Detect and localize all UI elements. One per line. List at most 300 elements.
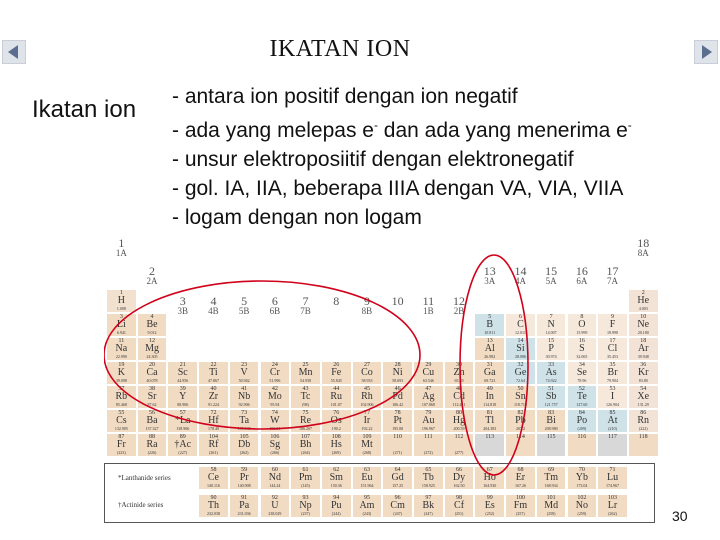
atomic-number: 91 (241, 495, 248, 501)
element-symbol: U (271, 500, 279, 511)
atomic-mass: (272) (424, 450, 433, 455)
atomic-number: 15 (548, 338, 555, 344)
atomic-mass: 91.224 (207, 402, 219, 407)
group-roman: 7A (607, 276, 619, 286)
atomic-mass: 121.757 (544, 402, 558, 407)
atomic-mass: 208.980 (544, 426, 558, 431)
atomic-mass: 22.990 (115, 354, 127, 359)
atomic-number: 86 (640, 410, 647, 416)
atomic-number: 68 (517, 467, 524, 473)
page-number: 30 (672, 508, 688, 524)
group-roman: 4A (514, 276, 526, 286)
atomic-number: 74 (271, 410, 278, 416)
group-roman: 1B (423, 306, 434, 316)
atomic-number: 40 (210, 386, 217, 392)
element-symbol: Co (361, 367, 373, 378)
element-symbol: Sg (269, 439, 281, 450)
element-symbol: I (610, 391, 615, 402)
atomic-number: 51 (548, 386, 555, 392)
atomic-mass: (251) (454, 511, 464, 516)
atomic-mass: 14.007 (545, 330, 557, 335)
atomic-number: 43 (302, 386, 309, 392)
atomic-number: 88 (149, 434, 156, 440)
topic-label: Ikatan ion (32, 96, 137, 123)
atomic-number: 72 (210, 410, 217, 416)
group-roman: 3B (177, 306, 188, 316)
element-symbol: Fr (116, 439, 126, 450)
atomic-mass: 65.39 (454, 378, 464, 383)
atomic-number: 24 (271, 362, 278, 368)
atomic-mass: (237) (301, 511, 310, 516)
bullet-item: - unsur elektroposiitif dengan elektronegatif (172, 148, 574, 171)
atomic-mass: 164.930 (483, 483, 497, 488)
atomic-number: 4 (150, 314, 154, 320)
atomic-mass: (261) (209, 450, 218, 455)
atomic-number: 69 (548, 467, 555, 473)
group-number: 15 (545, 264, 558, 278)
atomic-mass: 137.327 (145, 426, 159, 431)
atomic-number: 33 (548, 362, 555, 368)
atomic-mass: 144.24 (269, 483, 281, 488)
element-symbol: Rn (637, 415, 650, 426)
atomic-mass: 114.818 (483, 402, 497, 407)
element-symbol: Sn (515, 391, 526, 402)
atomic-number: 52 (578, 386, 585, 392)
element-symbol: Au (422, 415, 435, 426)
atomic-mass: 1.008 (116, 306, 126, 311)
atomic-mass: 39.098 (115, 378, 127, 383)
atomic-number: 47 (425, 386, 432, 392)
next-slide-button[interactable] (694, 40, 718, 64)
atomic-number: 85 (609, 410, 616, 416)
bullet-item: - antara ion positif dengan ion negatif (172, 85, 518, 108)
atomic-mass: 9.012 (147, 330, 157, 335)
atomic-mass: 78.96 (577, 378, 587, 383)
atomic-mass: 95.94 (270, 402, 280, 407)
element-symbol: Mg (145, 343, 159, 354)
group-number: 10 (391, 294, 404, 308)
group-number: 8 (333, 294, 340, 308)
element-symbol: W (270, 415, 280, 426)
atomic-mass: 20.180 (637, 330, 649, 335)
atomic-mass: 167.26 (514, 483, 526, 488)
atomic-mass: (262) (239, 450, 249, 455)
group-number: 4 (210, 294, 217, 308)
element-symbol: Lr (607, 500, 618, 511)
element-symbol: Er (515, 472, 526, 483)
group-number: 17 (606, 264, 619, 278)
atomic-number: 107 (301, 434, 311, 440)
group-number: 9 (363, 294, 370, 308)
atomic-mass: 101.07 (330, 402, 342, 407)
annotation-overlay (104, 235, 656, 535)
element-symbol: Si (516, 343, 525, 354)
atomic-number: 75 (302, 410, 309, 416)
element-symbol: Ne (637, 319, 650, 330)
atomic-mass: 50.942 (238, 378, 250, 383)
atomic-number: 41 (241, 386, 248, 392)
atomic-mass: 132.905 (114, 426, 128, 431)
element-symbol: Pu (330, 500, 342, 511)
group-number: 11 (422, 294, 435, 308)
element-symbol: Cd (453, 391, 465, 402)
atomic-mass: 28.086 (514, 354, 526, 359)
atomic-number: 22 (210, 362, 217, 368)
atomic-mass: 195.08 (392, 426, 404, 431)
bullet-item: - ada yang melepas e- dan ada yang menerima e- (172, 118, 632, 142)
atomic-number: 102 (577, 495, 587, 501)
atomic-mass: 140.908 (237, 483, 251, 488)
atomic-mass: (222) (638, 426, 648, 431)
atomic-number: 67 (486, 467, 493, 473)
atomic-number: 49 (486, 386, 493, 392)
element-symbol: Re (299, 415, 312, 426)
atomic-number: 48 (456, 386, 463, 392)
atomic-number: 57 (179, 410, 186, 416)
group-iiia-annotation-ellipse (460, 255, 528, 475)
atomic-mass: (243) (362, 511, 372, 516)
element-symbol: Os (330, 415, 342, 426)
element-symbol: Hg (452, 415, 466, 426)
element-symbol: Cr (269, 367, 280, 378)
atomic-number: 118 (638, 434, 648, 440)
atomic-number: 35 (609, 362, 616, 368)
atomic-number: 80 (456, 410, 463, 416)
element-symbol: Lu (606, 472, 619, 483)
element-symbol: N (547, 319, 555, 330)
element-symbol: Te (576, 391, 587, 402)
atomic-mass: 232.038 (206, 511, 220, 516)
element-symbol: Fm (513, 500, 528, 511)
element-symbol: S (579, 343, 585, 354)
atomic-mass: 92.906 (238, 402, 250, 407)
element-symbol: Pr (239, 472, 249, 483)
atomic-number: 11 (118, 338, 125, 344)
atomic-mass: 118.710 (514, 402, 527, 407)
atomic-mass: 26.982 (484, 354, 496, 359)
atomic-mass: 138.906 (176, 426, 190, 431)
element-symbol: As (545, 367, 557, 378)
group-roman: 5B (238, 306, 250, 316)
element-symbol: Mo (267, 391, 282, 402)
atomic-mass: (264) (301, 450, 310, 455)
atomic-number: 98 (456, 495, 463, 501)
atomic-mass: 231.036 (237, 511, 251, 516)
atomic-mass: 190.2 (331, 426, 341, 431)
element-symbol: Hf (208, 415, 219, 426)
atomic-number: 66 (456, 467, 463, 473)
group-roman: 6A (576, 276, 588, 286)
element-symbol: Y (179, 391, 187, 402)
atomic-mass: 150.36 (330, 483, 342, 488)
triangle-right-icon (695, 41, 717, 63)
element-symbol: Cm (390, 500, 405, 511)
atomic-number: 81 (486, 410, 493, 416)
element-symbol: Th (207, 500, 219, 511)
atomic-number: 64 (394, 467, 401, 473)
element-symbol: Tl (485, 415, 495, 426)
atomic-number: 82 (517, 410, 524, 416)
element-symbol: Ar (637, 343, 649, 354)
atomic-mass: 85.468 (115, 402, 127, 407)
atomic-number: 42 (271, 386, 278, 392)
atomic-number: 26 (333, 362, 340, 368)
atomic-mass: (98) (302, 402, 309, 407)
atomic-mass: 183.84 (269, 426, 281, 431)
atomic-number: 36 (640, 362, 647, 368)
element-symbol: Kr (637, 367, 649, 378)
element-symbol: He (637, 295, 650, 306)
atomic-mass: 126.904 (606, 402, 620, 407)
atomic-mass: 47.867 (207, 378, 219, 383)
element-symbol: Sr (147, 391, 157, 402)
atomic-mass: 127.60 (576, 402, 588, 407)
atomic-number: 60 (271, 467, 278, 473)
atomic-mass: (252) (485, 511, 495, 516)
element-symbol: Cf (454, 500, 465, 511)
bullet-item: - logam dengan non logam (172, 206, 422, 229)
atomic-mass: 88.906 (177, 402, 189, 407)
element-symbol: Li (116, 319, 126, 330)
atomic-mass: 10.811 (484, 330, 496, 335)
atomic-number: 110 (393, 434, 403, 440)
atomic-number: 83 (548, 410, 555, 416)
atomic-number: 14 (517, 338, 524, 344)
element-symbol: Ra (146, 439, 158, 450)
atomic-number: 45 (363, 386, 370, 392)
atomic-mass: 32.065 (576, 354, 588, 359)
atomic-number: 79 (425, 410, 432, 416)
atomic-number: 65 (425, 467, 432, 473)
atomic-number: 108 (331, 434, 341, 440)
actinide-series-label: †Actinide series (118, 501, 164, 509)
element-symbol: Ni (392, 367, 403, 378)
group-number: 12 (453, 294, 466, 308)
element-symbol: Sc (177, 367, 188, 378)
atomic-mass: 15.999 (576, 330, 588, 335)
atomic-mass: 168.934 (544, 483, 558, 488)
group-roman: 1A (115, 248, 127, 258)
atomic-mass: (257) (516, 511, 525, 516)
atomic-number: 94 (333, 495, 340, 501)
atomic-number: 8 (580, 314, 584, 320)
atomic-mass: (259) (577, 511, 587, 516)
atomic-mass: 140.116 (207, 483, 220, 488)
element-symbol: Be (146, 319, 158, 330)
atomic-number: 19 (118, 362, 125, 368)
element-symbol: Br (607, 367, 618, 378)
element-symbol: Se (576, 367, 587, 378)
element-symbol: Pb (515, 415, 526, 426)
atomic-mass: 54.938 (300, 378, 312, 383)
atomic-number: 1 (119, 290, 123, 296)
element-symbol: Ru (330, 391, 343, 402)
element-symbol: Bh (299, 439, 312, 450)
atomic-number: 38 (149, 386, 156, 392)
atomic-number: 32 (517, 362, 524, 368)
group-number: 3 (179, 294, 186, 308)
group-number: 1 (118, 236, 125, 250)
atomic-mass: 74.922 (545, 378, 557, 383)
groups-ia-iia-annotation-ellipse (104, 281, 420, 429)
atomic-mass: (277) (454, 450, 464, 455)
group-roman: 7B (300, 306, 311, 316)
element-symbol: In (485, 391, 494, 402)
atomic-number: 76 (333, 410, 340, 416)
atomic-mass: 58.933 (361, 378, 373, 383)
group-number: 2 (149, 264, 156, 278)
atomic-mass: 55.845 (330, 378, 342, 383)
element-symbol: Ta (239, 415, 250, 426)
atomic-number: 103 (608, 495, 618, 501)
atomic-mass: 204.383 (483, 426, 497, 431)
atomic-mass: 72.64 (515, 378, 525, 383)
atomic-number: 29 (425, 362, 432, 368)
atomic-number: 54 (640, 386, 647, 392)
element-symbol: Db (238, 439, 251, 450)
atomic-mass: 35.453 (607, 354, 619, 359)
group-roman: 8A (637, 248, 649, 258)
atomic-mass: 158.925 (421, 483, 435, 488)
element-symbol: Bi (546, 415, 556, 426)
element-symbol: Gd (391, 472, 404, 483)
atomic-mass: 131.29 (637, 402, 649, 407)
element-symbol: Rb (115, 391, 128, 402)
atomic-number: 89 (179, 434, 186, 440)
atomic-mass: (247) (424, 511, 433, 516)
element-symbol: Al (484, 343, 495, 354)
atomic-number: 101 (546, 495, 556, 501)
element-symbol: Cs (116, 415, 127, 426)
element-symbol: Ho (483, 472, 496, 483)
element-symbol: K (117, 367, 125, 378)
atomic-mass: 87.62 (147, 402, 157, 407)
atomic-mass: 151.964 (360, 483, 374, 488)
element-symbol: Ti (209, 367, 218, 378)
atomic-mass: 40.078 (146, 378, 158, 383)
atomic-mass: 102.906 (360, 402, 374, 407)
atomic-mass: (247) (393, 511, 402, 516)
atomic-number: 63 (363, 467, 370, 473)
atomic-number: 59 (241, 467, 248, 473)
atomic-number: 6 (518, 314, 522, 320)
atomic-number: 116 (577, 434, 587, 440)
atomic-mass: 238.029 (268, 511, 282, 516)
atomic-mass: (244) (331, 511, 341, 516)
atomic-mass: 107.868 (421, 402, 435, 407)
atomic-number: 10 (640, 314, 647, 320)
element-symbol: Bk (422, 500, 435, 511)
element-symbol: Tb (422, 472, 434, 483)
element-symbol: Mn (298, 367, 313, 378)
element-symbol: Na (115, 343, 128, 354)
group-number: 5 (241, 294, 248, 308)
atomic-number: 13 (486, 338, 493, 344)
element-symbol: Mt (361, 439, 373, 450)
element-symbol: Pm (298, 472, 313, 483)
atomic-number: 117 (608, 434, 617, 440)
atomic-mass: 24.305 (146, 354, 158, 359)
atomic-mass: (258) (546, 511, 556, 516)
atomic-mass: 200.59 (453, 426, 465, 431)
atomic-number: 97 (425, 495, 432, 501)
atomic-mass: 178.49 (207, 426, 219, 431)
atomic-number: 39 (179, 386, 186, 392)
atomic-mass: 207.2 (515, 426, 525, 431)
atomic-number: 114 (516, 434, 525, 440)
atomic-number: 70 (578, 467, 585, 473)
atomic-number: 34 (578, 362, 585, 368)
atomic-number: 115 (546, 434, 556, 440)
element-symbol: Hs (330, 439, 342, 450)
group-number: 18 (637, 236, 650, 250)
atomic-number: 9 (611, 314, 615, 320)
atomic-number: 96 (394, 495, 401, 501)
atomic-mass: (145) (301, 483, 310, 488)
atomic-number: 111 (424, 434, 433, 440)
element-symbol: C (517, 319, 524, 330)
element-symbol: B (486, 319, 494, 330)
atomic-number: 113 (485, 434, 495, 440)
atomic-mass: 69.723 (484, 378, 496, 383)
atomic-number: 55 (118, 410, 125, 416)
atomic-number: 30 (456, 362, 463, 368)
atomic-number: 61 (302, 467, 309, 473)
atomic-number: 5 (488, 314, 492, 320)
atomic-number: 16 (578, 338, 585, 344)
atomic-number: 106 (270, 434, 280, 440)
atomic-number: 112 (454, 434, 464, 440)
group-roman: 2A (146, 276, 158, 286)
atomic-number: 21 (179, 362, 186, 368)
element-symbol: P (548, 343, 554, 354)
atomic-number: 90 (210, 495, 217, 501)
atomic-number: 23 (241, 362, 248, 368)
atomic-number: 44 (333, 386, 340, 392)
atomic-mass: (266) (270, 450, 280, 455)
element-symbol: Pt (393, 415, 402, 426)
element-symbol: Sb (545, 391, 557, 402)
atomic-number: 92 (271, 495, 278, 501)
element-symbol: Fe (331, 367, 342, 378)
element-symbol: Po (576, 415, 588, 426)
atomic-mass: 106.42 (392, 402, 404, 407)
atomic-mass: (223) (117, 450, 126, 455)
atomic-number: 3 (119, 314, 123, 320)
element-symbol: Tm (544, 472, 559, 483)
element-symbol: Rh (361, 391, 373, 402)
group-number: 7 (302, 294, 309, 308)
element-symbol: F (609, 319, 616, 330)
atomic-number: 50 (517, 386, 524, 392)
bullet-list (172, 82, 632, 232)
element-symbol: *La (174, 415, 191, 426)
group-roman: 5A (545, 276, 557, 286)
atomic-mass: (271) (393, 450, 402, 455)
element-symbol: Ca (146, 367, 158, 378)
atomic-mass: 30.974 (545, 354, 557, 359)
element-symbol: Sm (329, 472, 343, 483)
group-roman: 3A (484, 276, 496, 286)
atomic-number: 104 (208, 434, 218, 440)
atomic-number: 100 (515, 495, 525, 501)
element-symbol: Xe (637, 391, 650, 402)
atomic-number: 12 (149, 338, 156, 344)
atomic-number: 17 (609, 338, 616, 344)
atomic-mass: 162.50 (453, 483, 465, 488)
element-symbol: No (575, 500, 588, 511)
atomic-mass: 79.904 (607, 378, 619, 383)
